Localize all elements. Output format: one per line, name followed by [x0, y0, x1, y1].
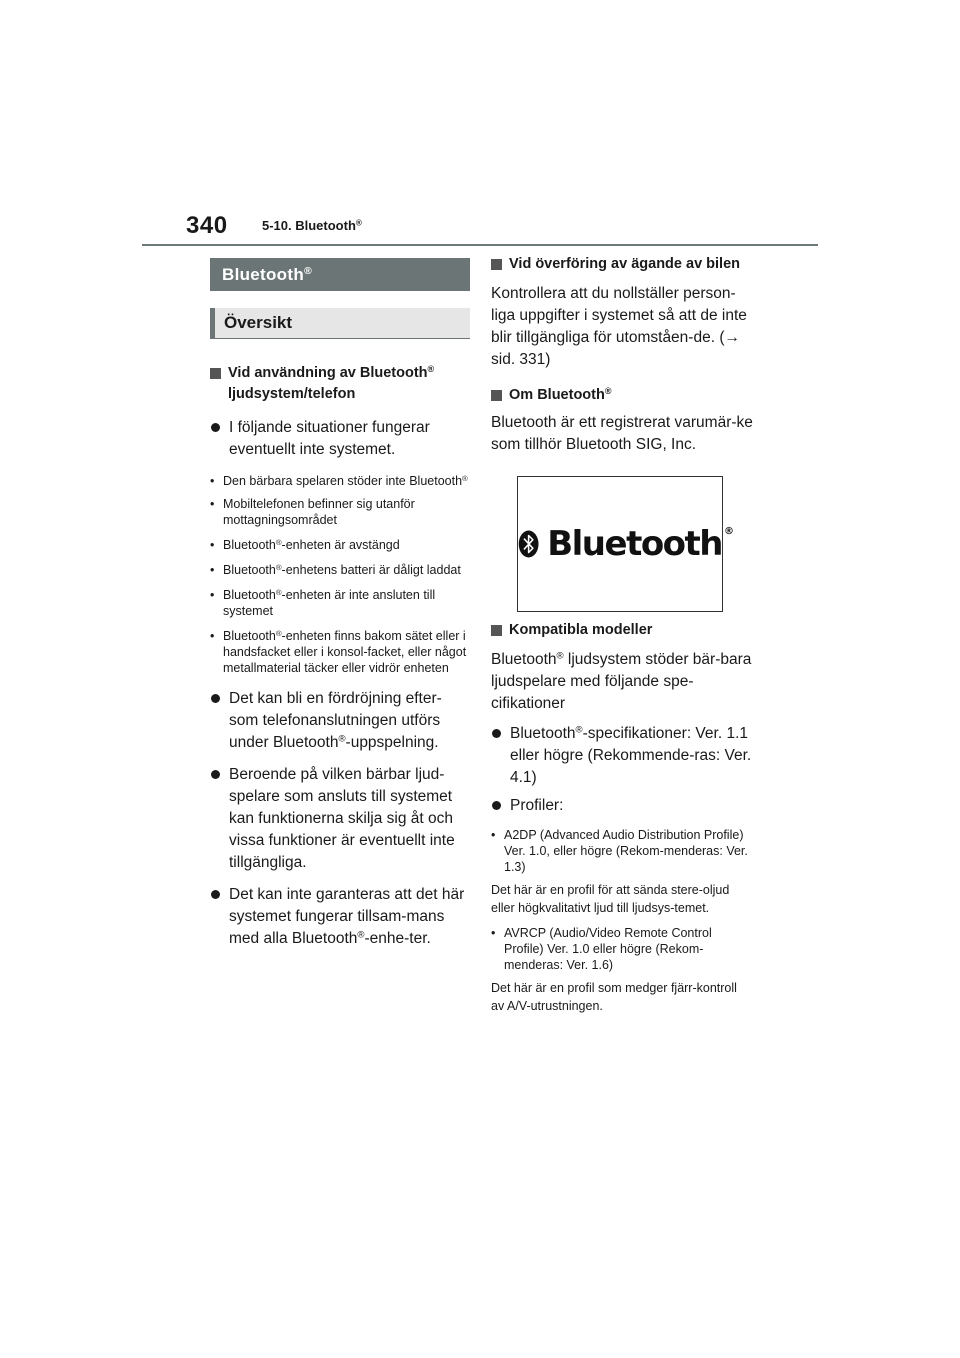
- bullet-dot-icon: [211, 694, 220, 703]
- profile-avrcp: • AVRCP (Audio/Video Remote Control Profile) Ver. 1.0 eller högre (Rekom-menderas: Ver. 1.6): [491, 926, 712, 972]
- square-bullet-icon: [491, 390, 502, 401]
- section-title: 5-10. Bluetooth®: [262, 218, 362, 233]
- profile-avrcp-note: Det här är en profil som medger fjärr-kontroll av A/V-utrustningen.: [491, 981, 737, 1013]
- page-number: 340: [186, 212, 228, 239]
- square-bullet-icon: [491, 259, 502, 270]
- chapter-title-bar: Bluetooth®: [210, 258, 470, 291]
- subtitle-bar: Översikt: [210, 308, 470, 339]
- bullet-dot-icon: [211, 770, 220, 779]
- ownership-paragraph: Kontrollera att du nollställer person-liga uppgifter i systemet så att de inte blir tillgängliga för utomståen-de. (→ sid. 331): [491, 285, 747, 368]
- list-item: • Bluetooth®-enheten är inte ansluten till systemet: [210, 587, 436, 618]
- bluetooth-wordmark: Bluetooth ®: [547, 524, 734, 564]
- bullet-dot-icon: [211, 890, 220, 899]
- profile-a2dp-note: Det här är en profil för att sända stere-oljud eller högkvalitativt ljud till ljudsys-temet.: [491, 883, 730, 915]
- list-item: • Bluetooth®-enheten är avstängd: [210, 537, 400, 552]
- profile-a2dp: • A2DP (Advanced Audio Distribution Profile) Ver. 1.0, eller högre (Rekom-menderas: Ver. 1.3): [491, 828, 748, 874]
- heading-bluetooth-usage: Vid användning av Bluetooth® ljudsystem/telefon: [210, 363, 470, 405]
- right-column: [491, 254, 753, 1015]
- heading-ownership-transfer: Vid överföring av ägande av bilen: [491, 254, 753, 275]
- bullet-no-guarantee: Det kan inte garanteras att det här systemet fungerar tillsam-mans med alla Bluetooth®-enhe-ter.: [210, 884, 470, 950]
- bullet-situations: I följande situationer fungerar eventuellt inte systemet.: [210, 417, 470, 461]
- list-item: • Bluetooth®-enheten finns bakom sätet eller i handsfacket eller i konsol-facket, eller något metallmaterial täcker eller vidrör enheten: [210, 628, 467, 675]
- bullet-dot-icon: [492, 729, 501, 738]
- square-bullet-icon: [210, 368, 221, 379]
- bullet-dot-icon: [211, 423, 220, 432]
- trademark-paragraph: Bluetooth är ett registrerat varumär-ke som tillhör Bluetooth SIG, Inc.: [491, 414, 753, 453]
- bullet-dot-icon: [492, 801, 501, 810]
- left-column: [210, 258, 470, 950]
- bullet-portable-player: Beroende på vilken bärbar ljud-spelare som ansluts till systemet kan funktionerna skilja sig åt och vissa funktioner är eventuellt inte tillgängliga.: [210, 764, 470, 874]
- list-item: • Bluetooth®-enhetens batteri är dåligt laddat: [210, 562, 461, 577]
- heading-about-bluetooth: Om Bluetooth®: [491, 385, 753, 406]
- header-rule: [142, 244, 818, 246]
- compatible-paragraph: Bluetooth® ljudsystem stöder bär-bara ljudspelare med följande spe-cifikationer: [491, 650, 752, 712]
- square-bullet-icon: [491, 625, 502, 636]
- list-item: • Den bärbara spelaren stöder inte Bluetooth®: [210, 473, 468, 488]
- bluetooth-icon: [518, 524, 539, 564]
- bullet-delay: Det kan bli en fördröjning efter-som telefonanslutningen utförs under Bluetooth®-uppspelning.: [210, 688, 470, 754]
- bullet-profiles: Profiler:: [491, 795, 753, 817]
- situation-list: [210, 473, 470, 676]
- bluetooth-logo-box: [517, 476, 734, 612]
- bullet-specifications: Bluetooth®-specifikationer: Ver. 1.1 eller högre (Rekommende-ras: Ver. 4.1): [491, 723, 753, 789]
- heading-compatible-models: Kompatibla modeller: [491, 620, 753, 641]
- list-item: • Mobiltelefonen befinner sig utanför mottagningsområdet: [210, 497, 415, 527]
